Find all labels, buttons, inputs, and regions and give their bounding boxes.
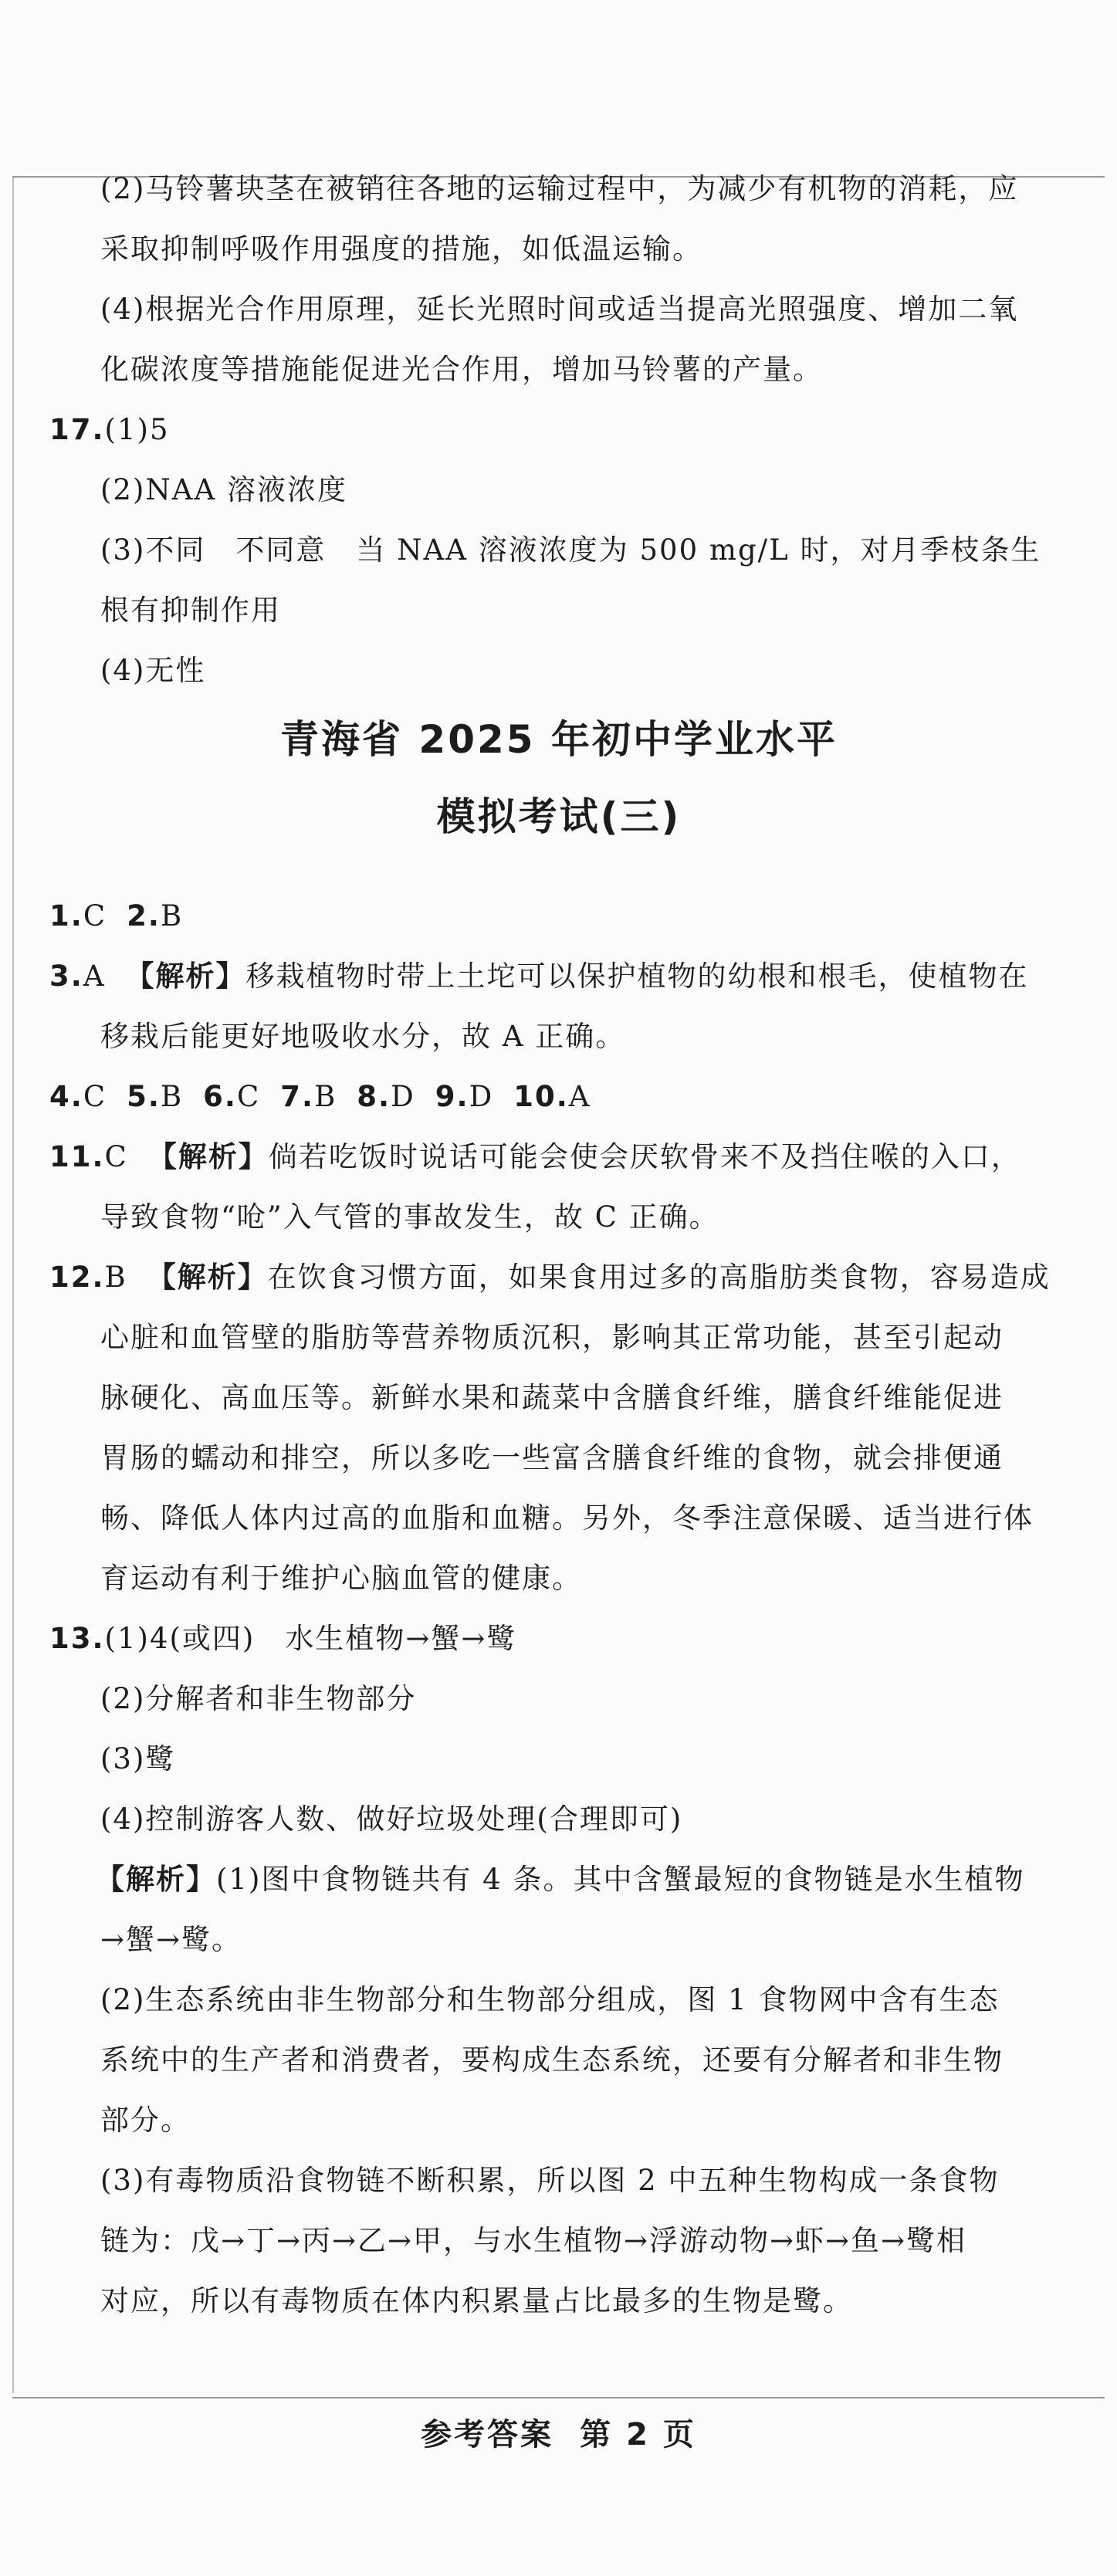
- q10-number: 10.: [513, 1080, 569, 1113]
- q12-analysis-tag: 【解析】: [147, 1261, 268, 1294]
- q12-line6: 育运动有利于维护心脑血管的健康。: [100, 1562, 582, 1595]
- q4-answer: C: [83, 1080, 107, 1113]
- page-footer: [0, 2410, 1117, 2454]
- page-number: 第 2 页: [580, 2417, 696, 2452]
- q12-line1: [49, 1247, 1068, 1308]
- q13-analysis-line2: →蟹→鹭。: [100, 1923, 242, 1956]
- q12-answer: B: [104, 1261, 127, 1294]
- q12-number: 12.: [49, 1261, 105, 1294]
- q1-number: 1.: [49, 899, 83, 933]
- q17-part3-line2: 根有抑制作用: [100, 594, 281, 627]
- q17-number: 17.: [49, 413, 105, 446]
- q13-analysis-tag: 【解析】: [96, 1863, 216, 1896]
- q1-q2-line: [49, 886, 1068, 946]
- q9-number: 9.: [435, 1080, 469, 1113]
- q3-line1: [49, 946, 1068, 1007]
- q13-part3: (3)鹭: [100, 1742, 176, 1775]
- q2-answer: B: [160, 899, 184, 933]
- q7-answer: B: [314, 1080, 337, 1113]
- q2-number: 2.: [127, 899, 161, 933]
- q17-part4: (4)无性: [100, 654, 206, 687]
- q13-analysis-line5: 部分。: [100, 2104, 191, 2137]
- q13-part1: (1)4(或四) 水生植物→蟹→鹭: [104, 1622, 517, 1655]
- q13-analysis-line6: (3)有毒物质沿食物链不断积累，所以图 2 中五种生物构成一条食物: [100, 2164, 1000, 2197]
- q17-part1: (1)5: [104, 413, 170, 446]
- answer-content: [49, 159, 1068, 2331]
- q10-answer: A: [568, 1080, 591, 1113]
- q17-part3-line1: (3)不同 不同意 当 NAA 溶液浓度为 500 mg/L 时，对月季枝条生: [100, 533, 1041, 567]
- q13-analysis-line8: 对应，所以有毒物质在体内积累量占比最多的生物是鹭。: [100, 2284, 853, 2317]
- q4-number: 4.: [49, 1080, 83, 1113]
- q3-analysis: 移栽植物时带上土坨可以保护植物的幼根和根毛，使植物在: [245, 960, 1029, 993]
- q3-answer: A: [83, 960, 106, 993]
- q16-part2-line2: 采取抑制呼吸作用强度的措施，如低温运输。: [100, 232, 702, 266]
- q11-answer: C: [104, 1140, 128, 1173]
- q1-answer: C: [83, 899, 107, 933]
- q13-analysis1: (1)图中食物链共有 4 条。其中含蟹最短的食物链是水生植物: [216, 1863, 1025, 1896]
- q13-analysis-line7: 链为：戊→丁→丙→乙→甲，与水生植物→浮游动物→虾→鱼→鹭相: [100, 2224, 967, 2257]
- q7-number: 7.: [280, 1080, 315, 1113]
- q5-answer: B: [160, 1080, 184, 1113]
- q16-part2-line1: (2)马铃薯块茎在被销往各地的运输过程中，为减少有机物的消耗，应: [100, 172, 1019, 205]
- q17-line1: [49, 400, 1068, 460]
- q12-line2: 心脏和血管壁的脂肪等营养物质沉积，影响其正常功能，甚至引起动: [100, 1321, 1004, 1354]
- q5-number: 5.: [127, 1080, 161, 1113]
- q12-line5: 畅、降低人体内过高的血脂和血糖。另外，冬季注意保暖、适当进行体: [100, 1501, 1034, 1535]
- q6-number: 6.: [203, 1080, 237, 1113]
- bottom-divider: [12, 2397, 1105, 2398]
- q11-analysis-tag: 【解析】: [147, 1140, 269, 1173]
- section-title-line2: 模拟考试(三): [436, 794, 682, 839]
- q11-line1: [49, 1127, 1068, 1187]
- left-margin-line: [12, 178, 14, 2393]
- q13-line1: [49, 1609, 1068, 1669]
- q13-analysis-line1: [49, 1850, 1068, 1910]
- q16-part4-line1: (4)根据光合作用原理，延长光照时间或适当提高光照强度、增加二氧: [100, 293, 1019, 326]
- q12-analysis: 在饮食习惯方面，如果食用过多的高脂肪类食物，容易造成: [267, 1261, 1051, 1294]
- q13-part2: (2)分解者和非生物部分: [100, 1682, 417, 1715]
- q8-number: 8.: [357, 1080, 391, 1113]
- q3-number: 3.: [49, 960, 83, 993]
- q13-number: 13.: [49, 1622, 105, 1655]
- q13-part4: (4)控制游客人数、做好垃圾处理(合理即可): [100, 1803, 683, 1836]
- q16-part4-line2: 化碳浓度等措施能促进光合作用，增加马铃薯的产量。: [100, 353, 823, 386]
- q11-number: 11.: [49, 1140, 105, 1173]
- q11-analysis: 倘若吃饭时说话可能会使会厌软骨来不及挡住喉的入口，: [268, 1140, 1021, 1173]
- q17-part2: (2)NAA 溶液浓度: [100, 473, 347, 506]
- q12-line4: 胃肠的蠕动和排空，所以多吃一些富含膳食纤维的食物，就会排便通: [100, 1441, 1004, 1474]
- q12-line3: 脉硬化、高血压等。新鲜水果和蔬菜中含膳食纤维，膳食纤维能促进: [100, 1381, 1004, 1414]
- q4-q10-line: [49, 1067, 1068, 1127]
- q13-analysis-line4: 系统中的生产者和消费者，要构成生态系统，还要有分解者和非生物: [100, 2043, 1004, 2077]
- q11-line2: 导致食物“呛”入气管的事故发生，故 C 正确。: [100, 1200, 719, 1234]
- q3-analysis-tag: 【解析】: [125, 960, 246, 993]
- q6-answer: C: [236, 1080, 261, 1113]
- section-title-line1: 青海省 2025 年初中学业水平: [280, 717, 838, 762]
- q13-analysis-line3: (2)生态系统由非生物部分和生物部分组成，图 1 食物网中含有生态: [100, 1983, 1000, 2016]
- q9-answer: D: [469, 1080, 494, 1113]
- q8-answer: D: [391, 1080, 415, 1113]
- footer-label: 参考答案: [421, 2417, 554, 2452]
- q3-line2: 移栽后能更好地吸收水分，故 A 正确。: [100, 1020, 626, 1053]
